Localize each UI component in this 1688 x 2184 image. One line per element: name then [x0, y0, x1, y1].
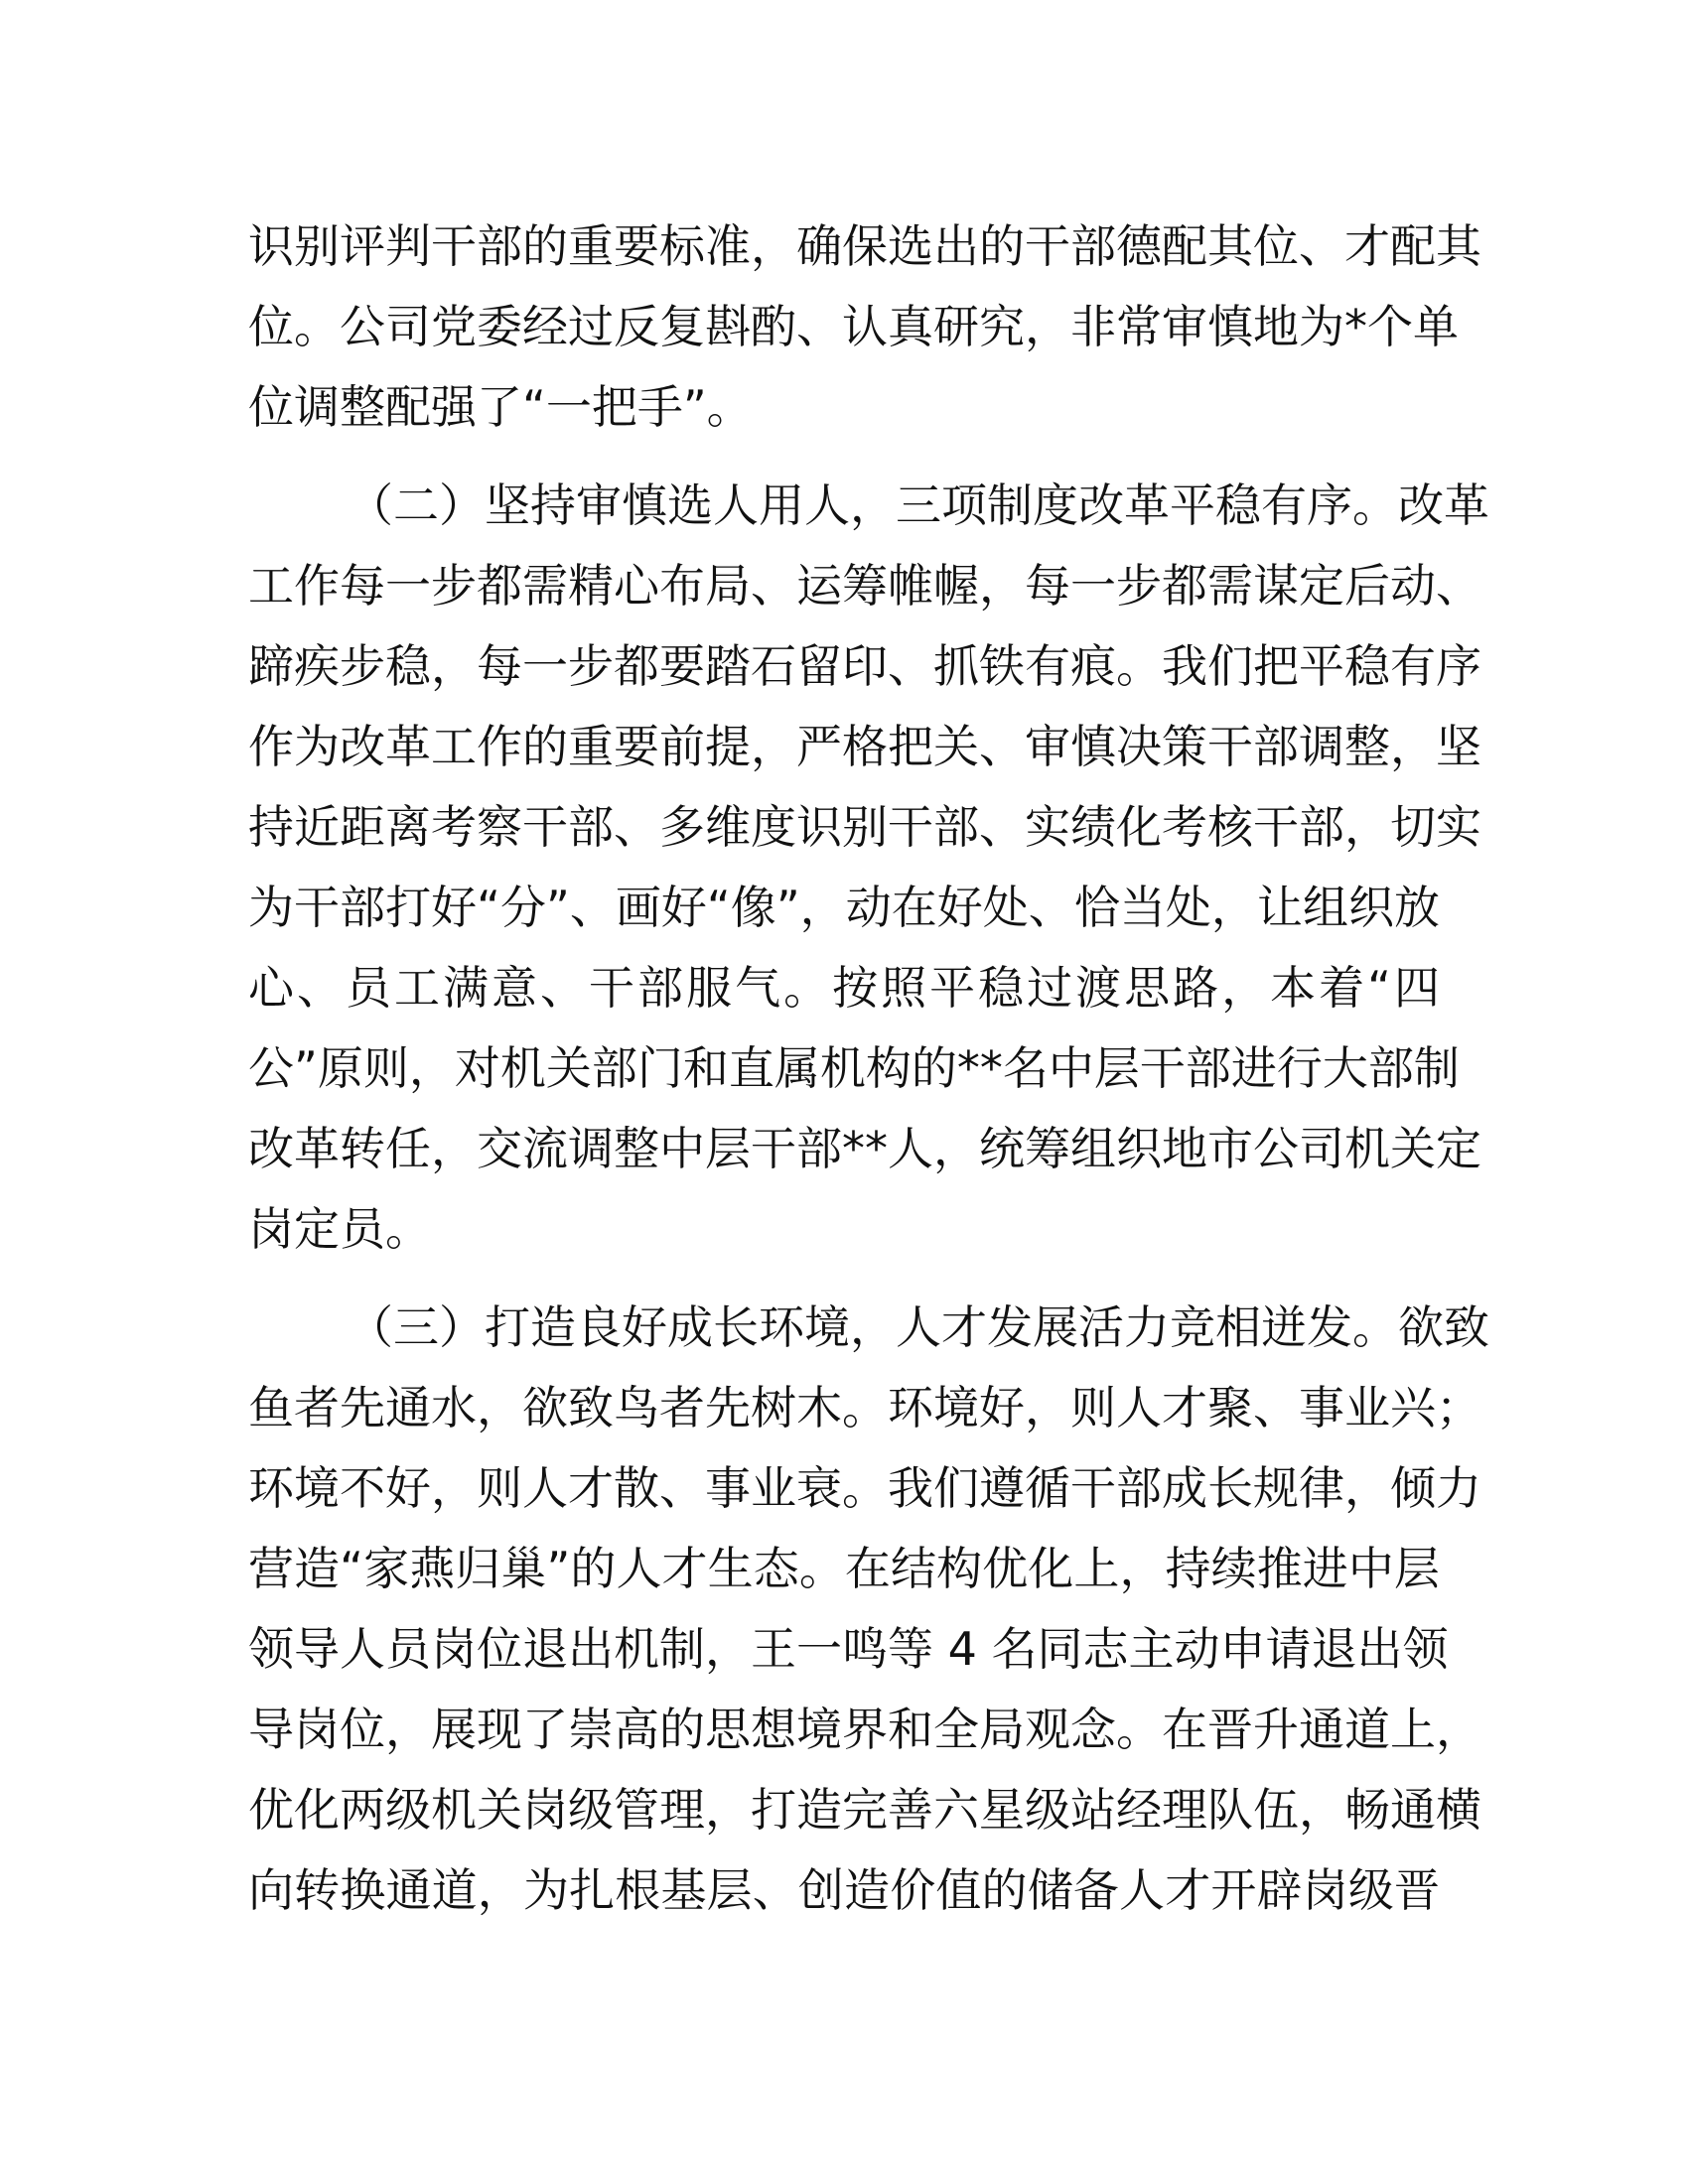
paragraph-3 — [248, 1288, 1489, 1931]
text-line: 环境不好，则人才散、事业衰。我们遵循干部成长规律，倾力 — [248, 1461, 1481, 1515]
text-line: 位调整配强了“一把手”。 — [248, 380, 753, 434]
text-line: 持近距离考察干部、多维度识别干部、实绩化考核干部，切实 — [248, 800, 1481, 854]
text-line: （二）坚持审慎选人用人，三项制度改革平稳有序。改革 — [348, 478, 1489, 532]
text-line: 公”原则，对机关部门和直属机构的**名中层干部进行大部制 — [248, 1041, 1460, 1095]
text-line: 为干部打好“分”、画好“像”，动在好处、恰当处，让组织放 — [248, 881, 1440, 934]
text-line: 领导人员岗位退出机制，王一鸣等 4 名同志主动申请退出领 — [248, 1622, 1449, 1676]
text-line: 改革转任，交流调整中层干部**人，统筹组织地市公司机关定 — [248, 1122, 1481, 1175]
text-line: 工作每一步都需精心布局、运筹帷幄，每一步都需谋定后动、 — [248, 559, 1481, 613]
paragraph-gap — [248, 1270, 1440, 1288]
text-line: 优化两级机关岗级管理，打造完善六星级站经理队伍，畅通横 — [248, 1783, 1481, 1837]
text-line: 心、员工满意、干部服气。按照平稳过渡思路，本着“四 — [248, 961, 1440, 1015]
text-line: 向转换通道，为扎根基层、创造价值的储备人才开辟岗级晋 — [248, 1863, 1440, 1917]
text-line: 导岗位，展现了崇高的思想境界和全局观念。在晋升通道上， — [248, 1703, 1481, 1756]
paragraph-gap — [248, 448, 1440, 466]
text-line: 作为改革工作的重要前提，严格把关、审慎决策干部调整，坚 — [248, 720, 1481, 773]
document-body — [248, 206, 1489, 1931]
paragraph-1 — [248, 206, 1481, 448]
text-line: 位。公司党委经过反复斟酌、认真研究，非常审慎地为*个单 — [248, 300, 1459, 353]
text-line: 营造“家燕归巢”的人才生态。在结构优化上，持续推进中层 — [248, 1542, 1440, 1595]
text-line: 岗定员。 — [248, 1202, 431, 1256]
text-line: 识别评判干部的重要标准，确保选出的干部德配其位、才配其 — [248, 219, 1481, 273]
text-line: （三）打造良好成长环境，人才发展活力竞相迸发。欲致 — [348, 1300, 1489, 1354]
paragraph-2 — [248, 466, 1489, 1270]
text-line: 蹄疾步稳，每一步都要踏石留印、抓铁有痕。我们把平稳有序 — [248, 639, 1481, 693]
text-line: 鱼者先通水，欲致鸟者先树木。环境好，则人才聚、事业兴； — [248, 1381, 1481, 1434]
